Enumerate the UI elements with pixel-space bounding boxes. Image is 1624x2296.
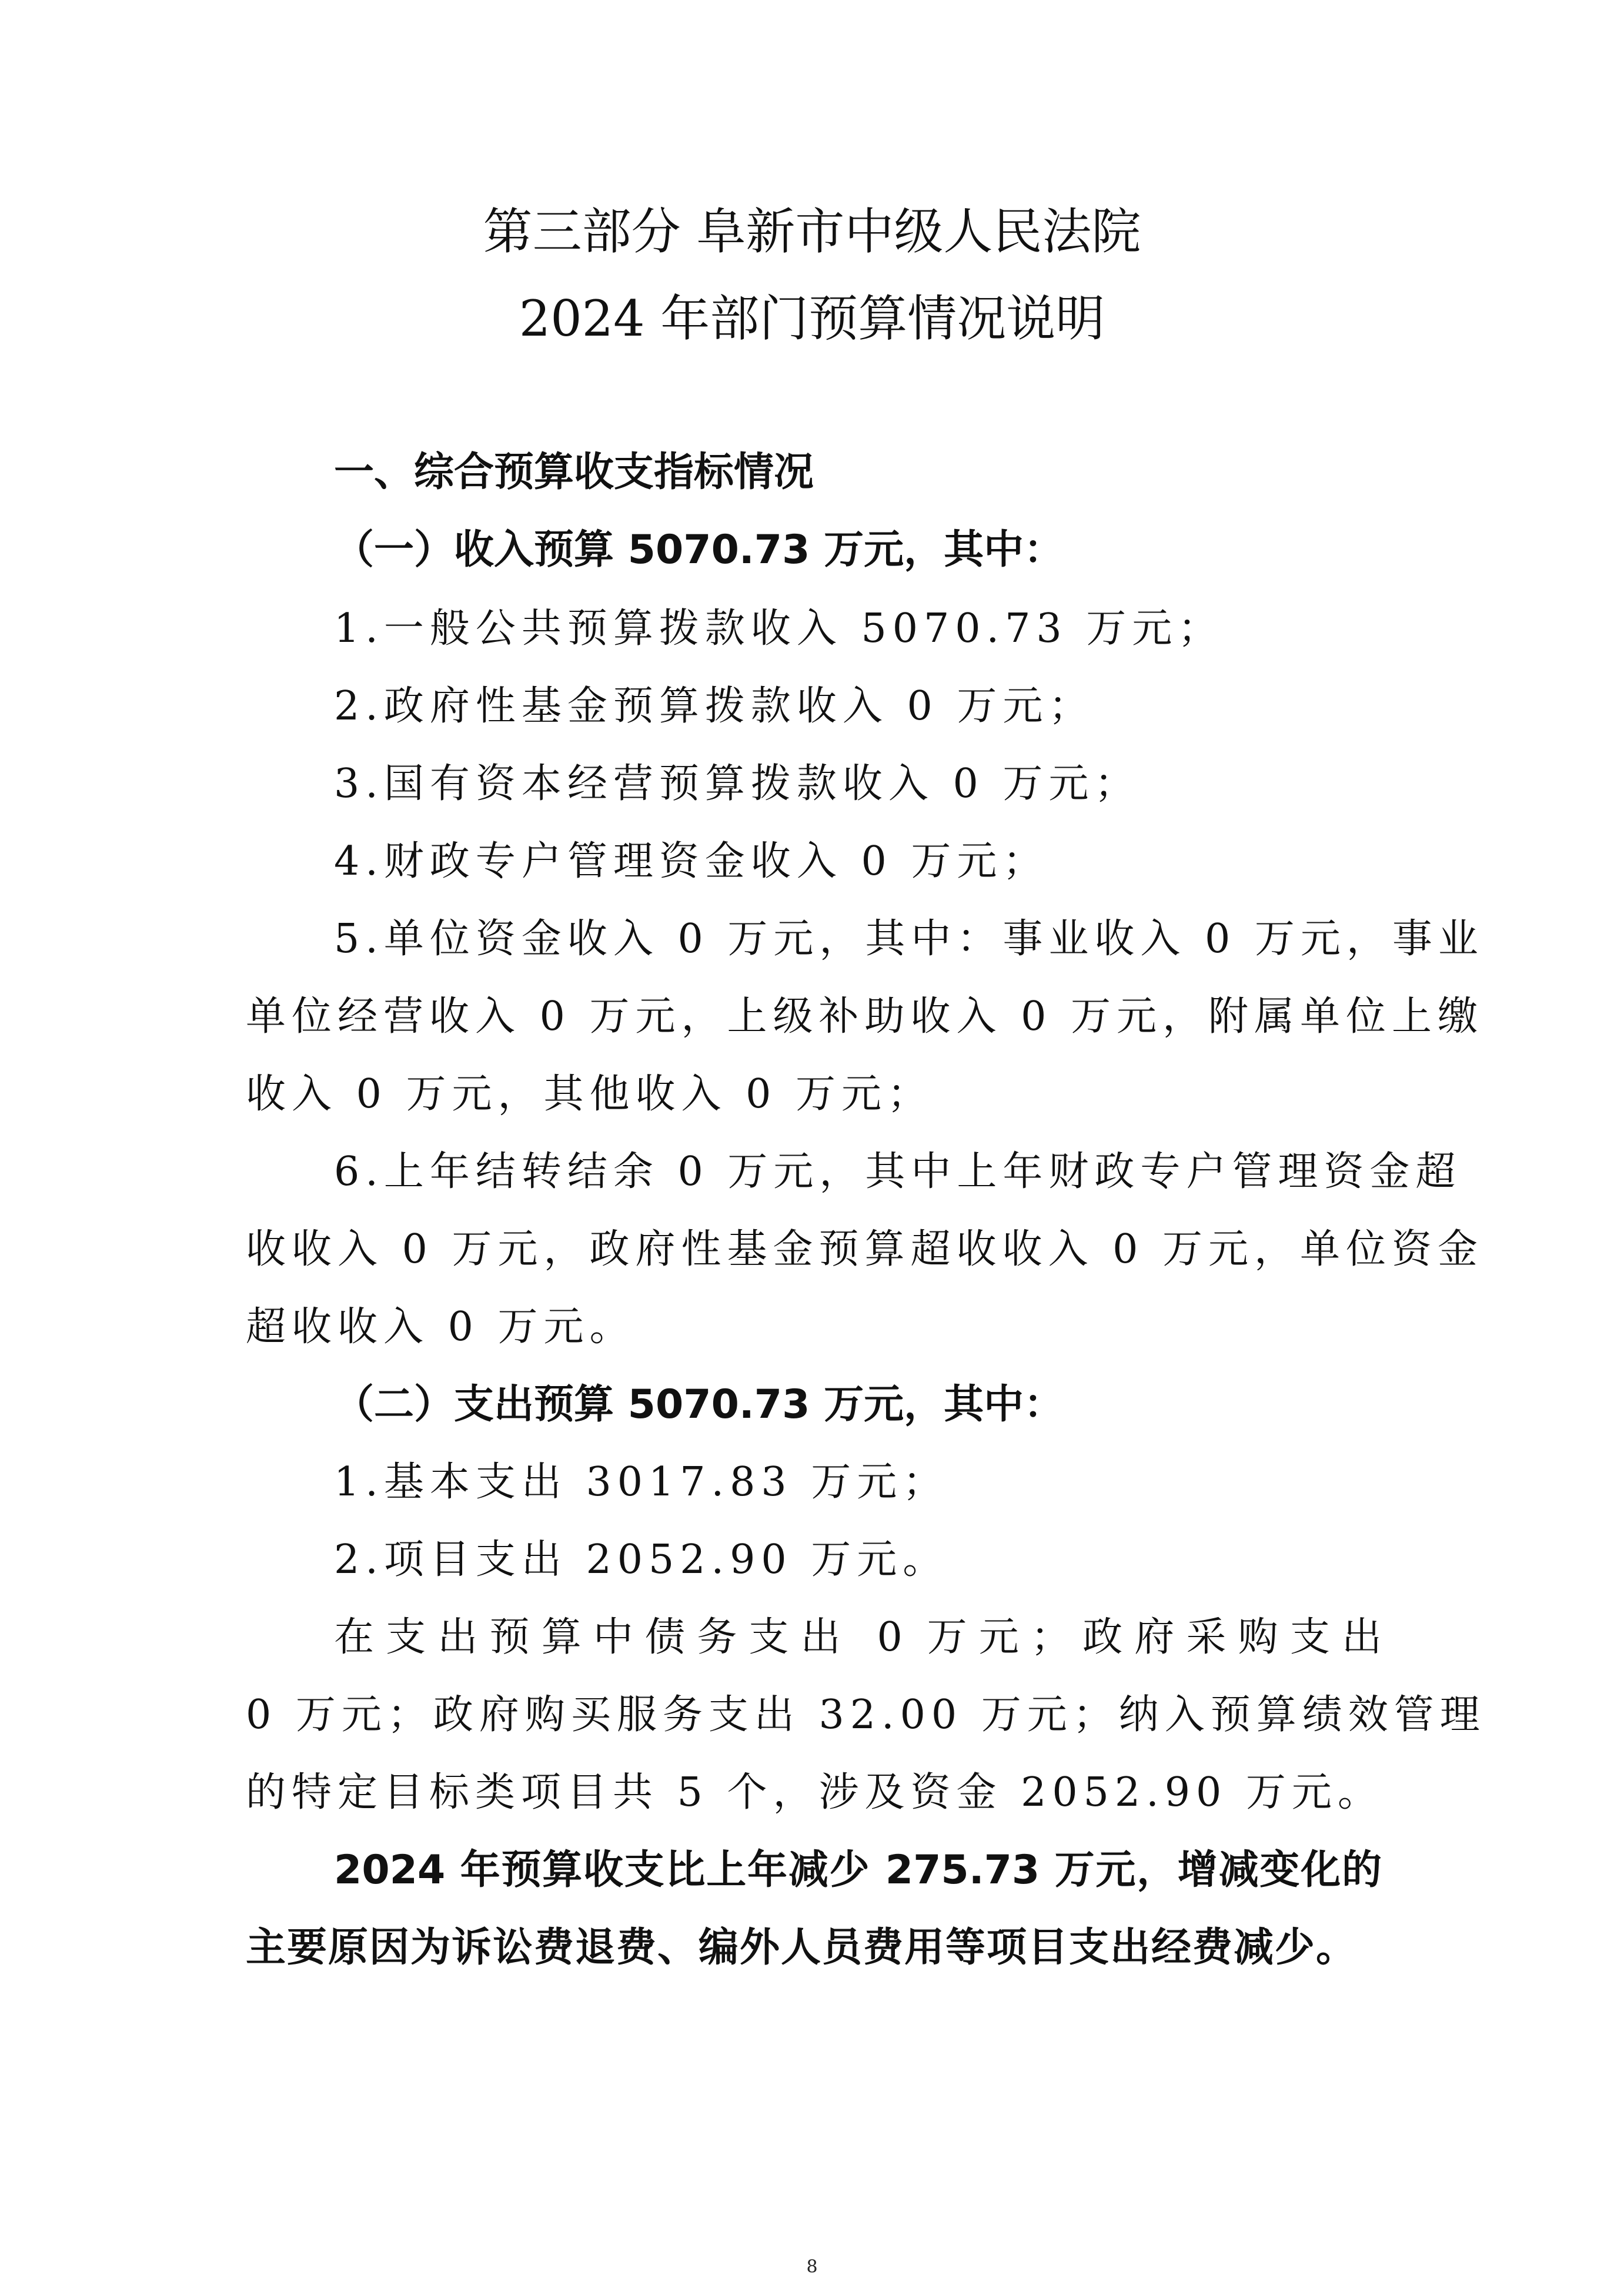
page-title-line-1: 第三部分 阜新市中级人民法院 [483, 203, 1141, 260]
income-item-4: 4.财政专户管理资金收入 0 万元； [334, 838, 1049, 885]
income-item-1: 1.一般公共预算拨款收入 5070.73 万元； [334, 605, 1224, 652]
income-item-6-line-3: 超收收入 0 万元。 [246, 1304, 636, 1350]
income-item-6-line-1: 6.上年结转结余 0 万元，其中上年财政专户管理资金超 [334, 1149, 1462, 1195]
summary-line-1: 2024 年预算收支比上年减少 275.73 万元，增减变化的 [334, 1847, 1382, 1893]
income-item-5-line-1: 5.单位资金收入 0 万元，其中：事业收入 0 万元，事业 [334, 916, 1484, 962]
expense-budget-heading: （二）支出预算 5070.73 万元，其中： [334, 1381, 1064, 1428]
income-item-5-line-3: 收入 0 万元，其他收入 0 万元； [246, 1071, 933, 1117]
expense-note-line-3: 的特定目标类项目共 5 个，涉及资金 2052.90 万元。 [246, 1769, 1384, 1816]
page-title-line-2: 2024 年部门预算情况说明 [519, 290, 1105, 347]
section-heading-budget-overview: 一、综合预算收支指标情况 [334, 449, 814, 496]
summary-line-2: 主要原因为诉讼费退费、编外人员费用等项目支出经费减少。 [246, 1925, 1358, 1971]
income-item-5-line-2: 单位经营收入 0 万元，上级补助收入 0 万元，附属单位上缴 [246, 993, 1483, 1040]
page-number: 8 [806, 2257, 818, 2277]
income-budget-heading: （一）收入预算 5070.73 万元，其中： [334, 527, 1064, 573]
expense-note-line-2: 0 万元；政府购买服务支出 32.00 万元；纳入预算绩效管理 [246, 1692, 1486, 1738]
expense-item-1: 1.基本支出 3017.83 万元； [334, 1459, 949, 1505]
expense-note-line-1: 在支出预算中债务支出 0 万元；政府采购支出 [334, 1614, 1382, 1661]
expense-item-2: 2.项目支出 2052.90 万元。 [334, 1537, 949, 1583]
income-item-2: 2.政府性基金预算拨款收入 0 万元； [334, 683, 1095, 729]
income-item-3: 3.国有资本经营预算拨款收入 0 万元； [334, 761, 1141, 807]
income-item-6-line-2: 收收入 0 万元，政府性基金预算超收收入 0 万元，单位资金 [246, 1226, 1483, 1273]
